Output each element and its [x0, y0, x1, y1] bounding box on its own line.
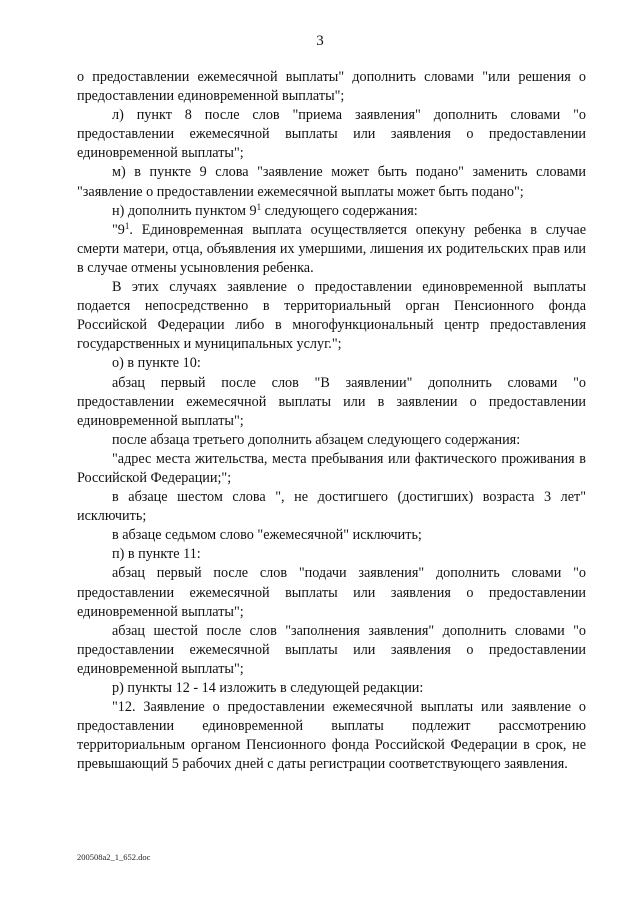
- paragraph-text: . Единовременная выплата осуществляется опекуну ребенка в случае смерти матери, отца, объявления их умершими, лишения их родительских прав или в случае отмены усыновления ребенка.: [77, 221, 586, 276]
- page-number: 3: [316, 33, 324, 49]
- paragraph: [77, 221, 586, 278]
- paragraph: абзац первый после слов "В заявлении" дополнить словами "о предоставлении ежемесячной выплаты или в заявлении о предоставлении единовременной выплаты";: [77, 374, 586, 429]
- paragraph: абзац шестой после слов "заполнения заявления" дополнить словами "о предоставлении ежемесячной выплаты или заявления о предоставлении единовременной выплаты";: [77, 622, 586, 677]
- paragraph: о) в пункте 10:: [112, 355, 201, 372]
- paragraph: л) пункт 8 после слов "приема заявления" дополнить словами "о предоставлении ежемесячной выплаты или заявления о предоставлении единовременной выплаты";: [77, 107, 586, 162]
- paragraph: после абзаца третьего дополнить абзацем следующего содержания:: [112, 431, 521, 448]
- paragraph: [77, 202, 586, 221]
- paragraph: р) пункты 12 - 14 изложить в следующей редакции:: [112, 680, 424, 696]
- paragraph: п) в пункте 11:: [112, 546, 201, 563]
- file-name-footer: 200508a2_1_652.doc: [77, 852, 151, 862]
- document-body: [77, 68, 586, 774]
- superscript: 1: [256, 201, 262, 212]
- paragraph: в абзаце седьмом слово "ежемесячной" исключить;: [112, 527, 422, 544]
- paragraph-text: "9: [112, 221, 125, 238]
- paragraph: В этих случаях заявление о предоставлении единовременной выплаты подается непосредственно в территориальный орган Пенсионного фонда Российской Федерации либо в многофункциональный центр предоставления государственных и муниципальных услуг.";: [77, 279, 586, 353]
- paragraph-text: следующего содержания:: [261, 202, 418, 219]
- paragraph: о предоставлении ежемесячной выплаты" дополнить словами "или решения о предоставлении единовременной выплаты";: [77, 69, 586, 105]
- superscript: 1: [124, 220, 130, 231]
- paragraph: "адрес места жительства, места пребывания или фактического проживания в Российской Федерации;";: [77, 450, 586, 486]
- paragraph: в абзаце шестом слова ", не достигшего (достигших) возраста 3 лет" исключить;: [77, 489, 586, 525]
- paragraph: "12. Заявление о предоставлении ежемесячной выплаты или заявление о предоставлении единовременной выплаты подлежит рассмотрению территориальным органом Пенсионного фонда Российской Федерации в срок, не превышающий 5 рабочих дней с даты регистрации соответствующего заявления.: [77, 699, 586, 773]
- paragraph: м) в пункте 9 слова "заявление может быть подано" заменить словами "заявление о предоставлении ежемесячной выплаты может быть подано";: [77, 164, 586, 200]
- paragraph-text: н) дополнить пунктом 9: [112, 202, 257, 219]
- paragraph: абзац первый после слов "подачи заявления" дополнить словами "о предоставлении ежемесячной выплаты или заявления о предоставлении единовременной выплаты";: [77, 565, 586, 620]
